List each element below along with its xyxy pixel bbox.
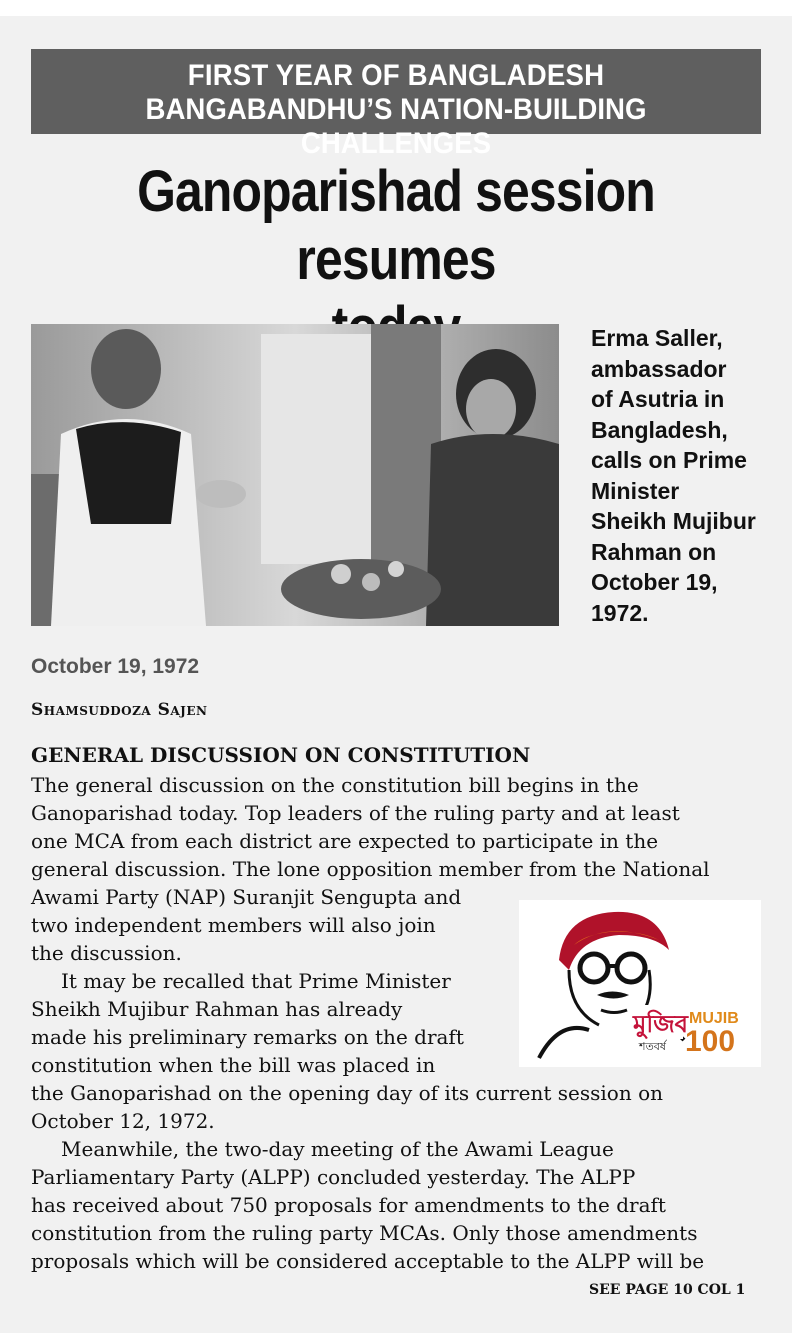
caption-line: of Asutria in (591, 386, 725, 412)
body-line: proposals which will be considered acceptable to the ALPP will be (31, 1249, 705, 1273)
caption-line: Rahman on (591, 538, 717, 565)
article-date: October 19, 1972 (31, 655, 200, 678)
body-line: one MCA from each district are expected to participate in the (31, 829, 659, 853)
logo-hundred: 100 (685, 1025, 736, 1058)
body-line: The general discussion on the constitution bill begins in the (31, 773, 639, 797)
photo-illustration (31, 324, 559, 626)
caption-line: Minister (591, 477, 680, 504)
body-line: constitution when the bill was placed in (31, 1053, 436, 1077)
body-line: Parliamentary Party (ALPP) concluded yesterday. The ALPP (31, 1165, 636, 1189)
logo-bengali: মুজিব (633, 1010, 689, 1038)
body-line: made his preliminary remarks on the draft (31, 1025, 464, 1049)
continued-note: SEE PAGE 10 COL 1 (589, 1282, 746, 1298)
caption-line: calls on Prime (591, 447, 747, 473)
banner-line-1: FIRST YEAR OF BANGLADESH (187, 59, 605, 92)
body-line: Meanwhile, the two-day meeting of the Awami League (61, 1137, 614, 1161)
body-line: the discussion. (31, 941, 182, 965)
section-subhead: GENERAL DISCUSSION ON CONSTITUTION (31, 743, 531, 767)
caption-line: Sheikh Mujibur (591, 508, 756, 534)
caption-line: October 19, (591, 569, 718, 595)
caption-line: ambassador (591, 355, 727, 382)
banner-line-2: BANGABANDHU’S NATION-BUILDING CHALLENGES (145, 93, 647, 160)
logo-bengali-sub: শতবর্ষ (639, 1040, 666, 1053)
byline: Shamsuddoza Sajen (31, 700, 208, 720)
caption-line: 1972. (591, 599, 649, 626)
body-line: It may be recalled that Prime Minister (61, 969, 451, 993)
logo-mujib: MUJIB (689, 1010, 739, 1027)
body-line: Sheikh Mujibur Rahman has already (31, 997, 403, 1021)
headline-line-1: Ganoparishad session resumes (137, 159, 655, 292)
news-photo (31, 324, 559, 626)
body-line: two independent members will also join (31, 913, 436, 937)
body-line: has received about 750 proposals for amendments to the draft (31, 1193, 666, 1217)
top-strip (0, 0, 792, 16)
mujib-portrait-icon (519, 900, 761, 1067)
caption-line: Erma Saller, (591, 325, 723, 351)
body-line: constitution from the ruling party MCAs. Only those amendments (31, 1221, 698, 1245)
mujib-100-logo (519, 900, 761, 1067)
body-line: general discussion. The lone opposition member from the National (31, 857, 710, 881)
body-line: Ganoparishad today. Top leaders of the ruling party and at least (31, 801, 680, 825)
body-line: the Ganoparishad on the opening day of its current session on (31, 1081, 664, 1105)
body-line: Awami Party (NAP) Suranjit Sengupta and (31, 885, 462, 909)
section-banner (31, 49, 761, 160)
caption-line: Bangladesh, (591, 416, 728, 443)
photo-caption (591, 323, 771, 628)
body-line: October 12, 1972. (31, 1109, 215, 1133)
